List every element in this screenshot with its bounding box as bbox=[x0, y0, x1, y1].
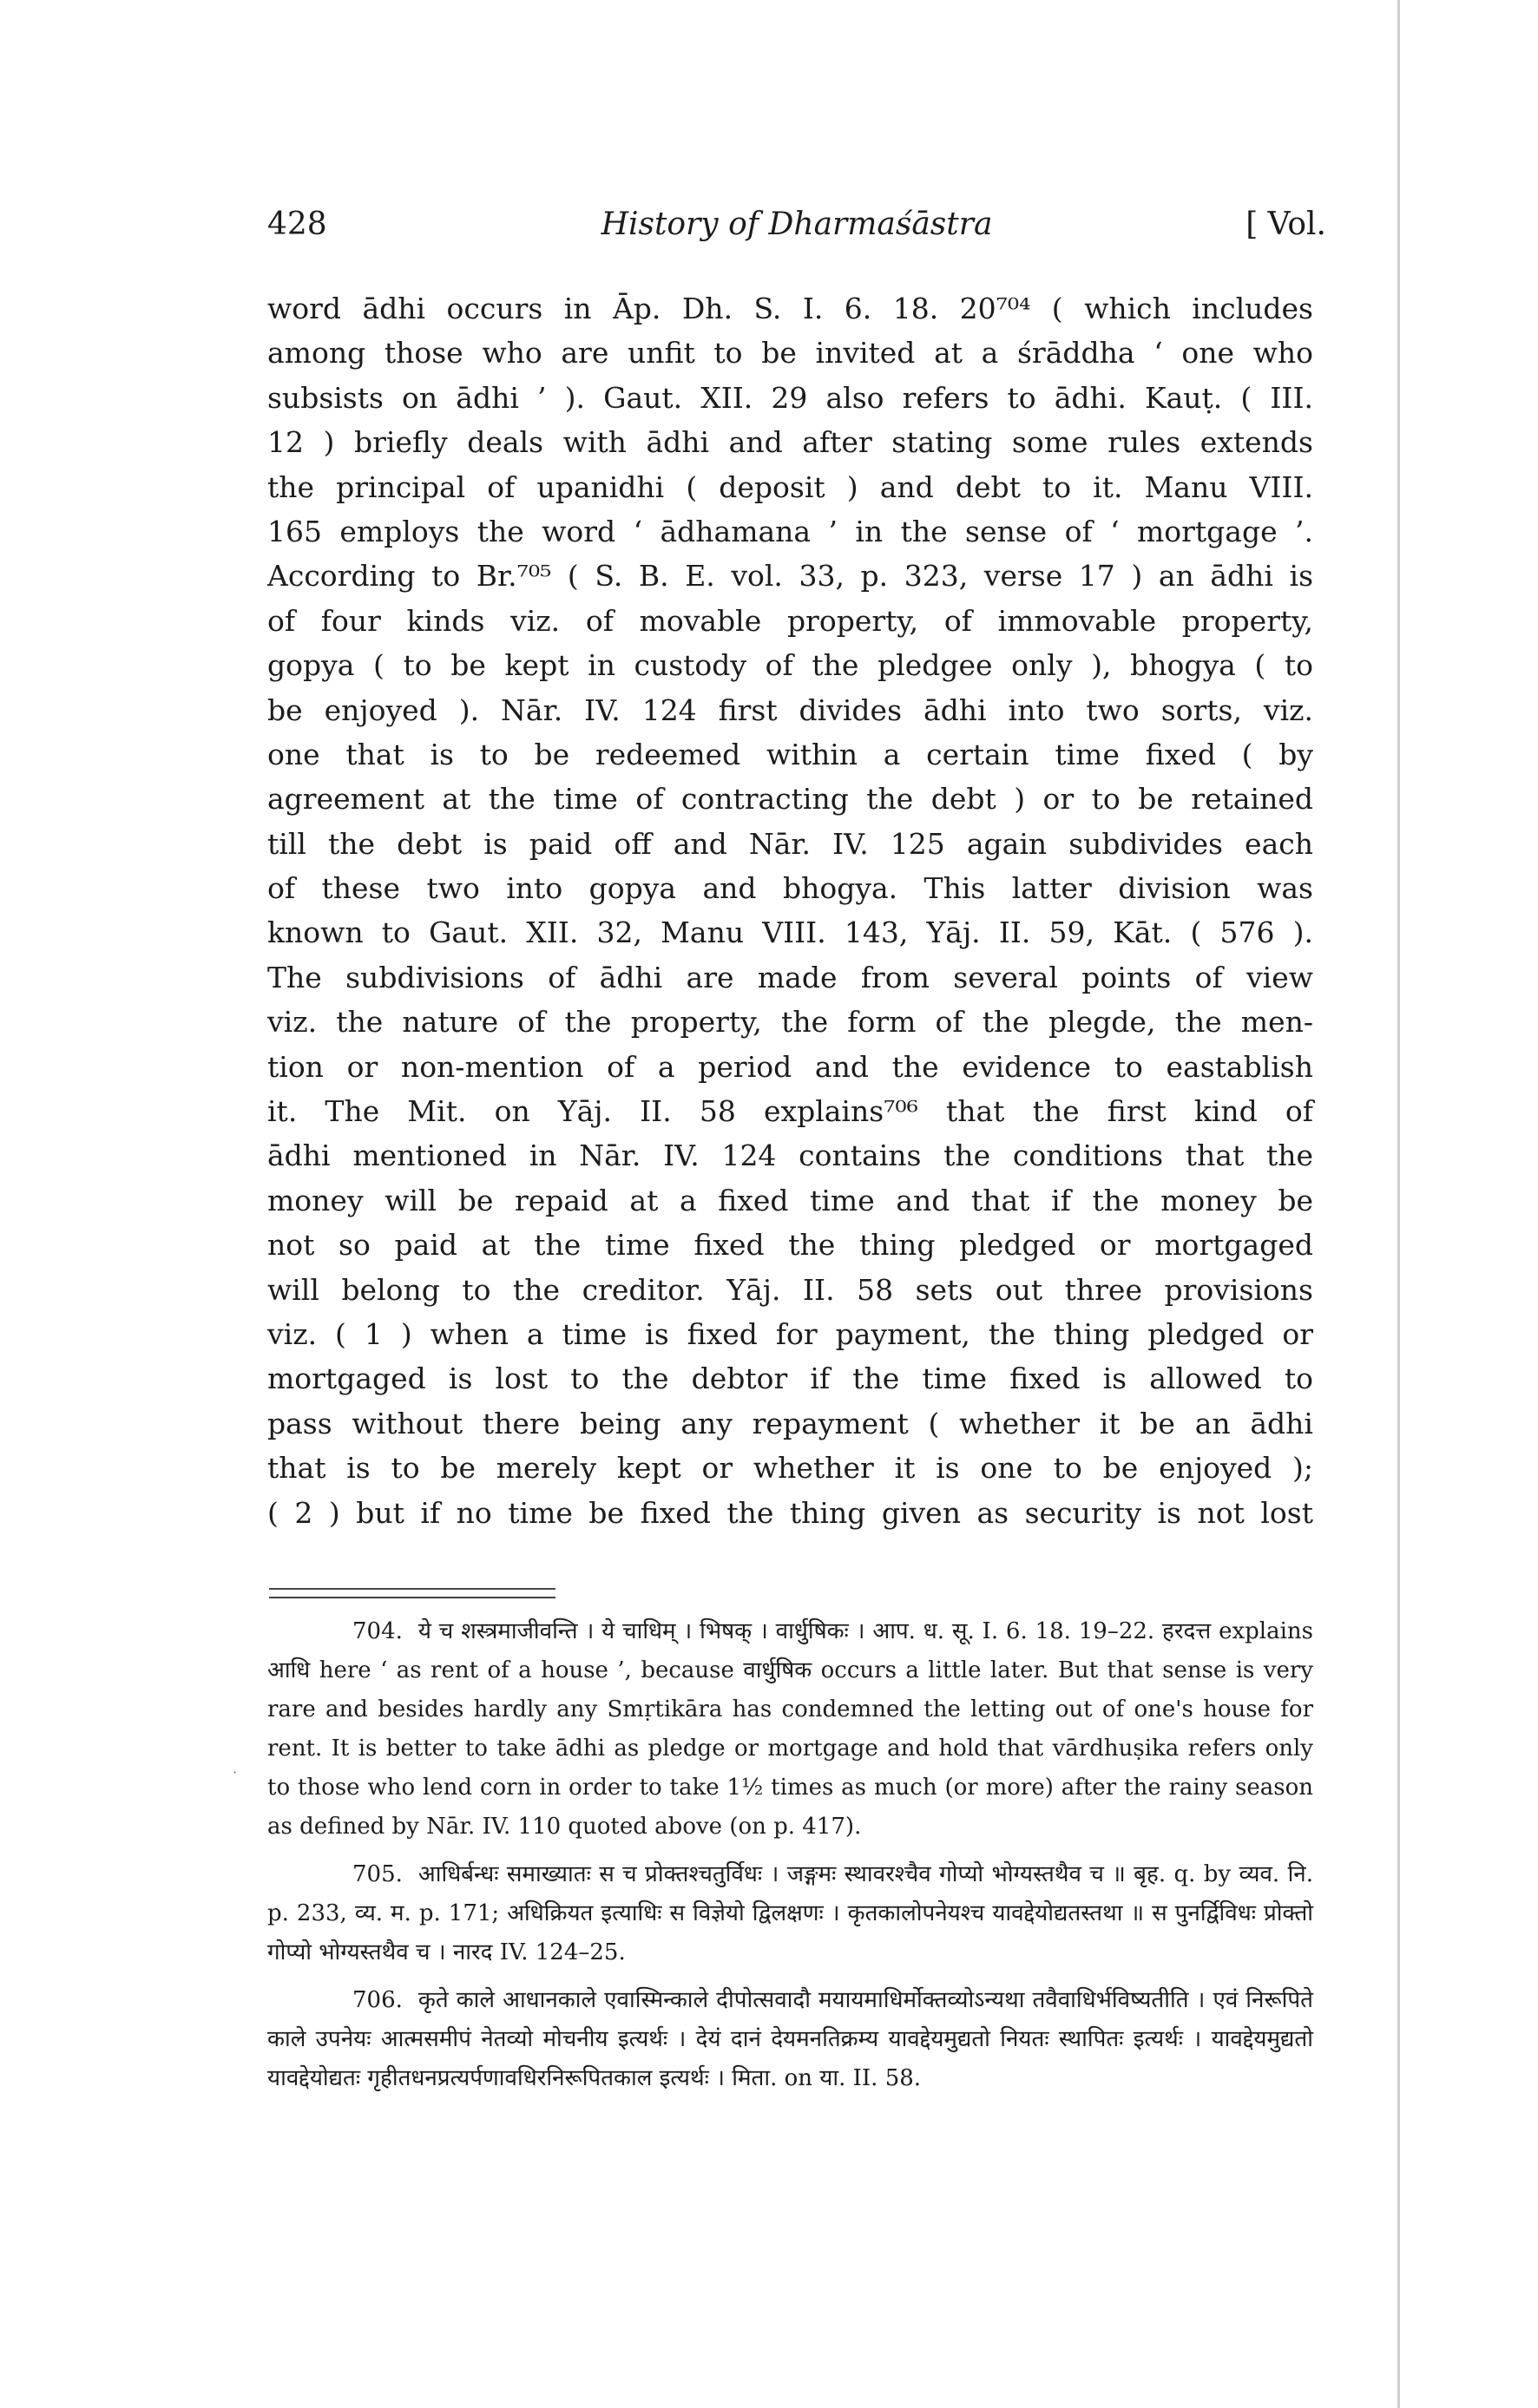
text-line: money will be repaid at a fixed time and that if the money be bbox=[267, 1183, 1313, 1217]
footnote-number: 706. bbox=[352, 1987, 403, 2013]
text-line: not so paid at the time fixed the thing pledged or mortgaged bbox=[267, 1228, 1313, 1263]
text-line: the principal of upanidhi ( deposit ) and debt to it. Manu VIII. bbox=[267, 469, 1313, 504]
footnotes bbox=[267, 1612, 1313, 2107]
text-line: till the debt is paid off and Nār. IV. 125 again subdivides each bbox=[267, 826, 1313, 861]
text-line: mortgaged is lost to the debtor if the time fixed is allowed to bbox=[267, 1361, 1313, 1396]
text-line: be enjoyed ). Nār. IV. 124 first divides ādhi into two sorts, viz. bbox=[267, 692, 1313, 727]
text-line: word ādhi occurs in Āp. Dh. S. I. 6. 18. 20⁷⁰⁴ ( which includes bbox=[267, 292, 1313, 325]
text-line: subsists on ādhi ’ ). Gaut. XII. 29 also refers to ādhi. Kauṭ. ( III. bbox=[267, 380, 1313, 415]
text-line: of four kinds viz. of movable property, of immovable property, bbox=[267, 603, 1313, 638]
text-line: among those who are unfit to be invited at a śrāddha ‘ one who bbox=[267, 336, 1313, 371]
text-line: gopya ( to be kept in custody of the pledgee only ), bhogya ( to bbox=[267, 648, 1313, 683]
text-line: 12 ) briefly deals with ādhi and after stating some rules extends bbox=[267, 425, 1313, 460]
text-line: agreement at the time of contracting the debt ) or to be retained bbox=[267, 782, 1313, 817]
text-line: one that is to be redeemed within a certain time fixed ( by bbox=[267, 737, 1313, 771]
page-header bbox=[267, 207, 1326, 259]
text-line: known to Gaut. XII. 32, Manu VIII. 143, Yāj. II. 59, Kāt. ( 576 ). bbox=[267, 915, 1313, 950]
text-line: viz. the nature of the property, the form of the plegde, the men- bbox=[267, 1005, 1313, 1040]
footnote-text: आधिर्बन्धः समाख्यातः स च प्रोक्तश्चतुर्विधः । जङ्गमः स्थावरश्चैव गोप्यो भोग्यस्तथैव च ॥ बृह. q. by व्यव. नि. p. 233, व्य. म. p. 171; अधिक्रियत इत्याधिः स विज्ञेयो द्विलक्षणः । कृतकालोपनेयश्च यावद्देयोद्यतस्तथा ॥ स पुनर्द्विविधः प्रोक्तो गोप्यो भोग्यस्तथैव च । नारद IV. 124–25. bbox=[267, 1861, 1313, 1965]
text-line: ādhi mentioned in Nār. IV. 124 contains the conditions that the bbox=[267, 1138, 1313, 1173]
scan-edge-line bbox=[1397, 0, 1400, 2408]
text-line: The subdivisions of ādhi are made from several points of view bbox=[267, 960, 1313, 994]
text-line: viz. ( 1 ) when a time is fixed for payment, the thing pledged or bbox=[267, 1316, 1313, 1351]
footnote-text: कृते काले आधानकाले एवास्मिन्काले दीपोत्सवादौ मयायमाधिर्मोक्तव्योऽन्यथा तवैवाधिर्भविष्यतीति । एवं निरूपिते काले उपनेयः आत्मसमीपं नेतव्यो मोचनीय इत्यर्थः । देयं दानं देयमनतिक्रम्य यावद्देयमुद्यतो नियतः स्थापितः इत्यर्थः । यावद्देयमुद्यतो यावद्देयोद्यतः गृहीतधनप्रत्यर्पणावधिरनिरूपितकाल इत्यर्थः । मिता. on या. II. 58. bbox=[267, 1987, 1313, 2091]
footnote-separator bbox=[269, 1588, 555, 1598]
text-line: will belong to the creditor. Yāj. II. 58 sets out three provisions bbox=[267, 1272, 1313, 1307]
volume-label: [ Vol. bbox=[1246, 207, 1326, 242]
running-title: History of Dharmaśāstra bbox=[601, 207, 993, 242]
footnote-706 bbox=[267, 1981, 1313, 2098]
text-line: ( 2 ) but if no time be fixed the thing given as security is not lost bbox=[267, 1495, 1313, 1530]
footnote-705 bbox=[267, 1855, 1313, 1972]
text-line: that is to be merely kept or whether it is one to be enjoyed ); bbox=[267, 1451, 1313, 1486]
page-number: 428 bbox=[267, 207, 327, 242]
text-line: According to Br.⁷⁰⁵ ( S. B. E. vol. 33, p. 323, verse 17 ) an ādhi is bbox=[267, 559, 1313, 594]
text-line: it. The Mit. on Yāj. II. 58 explains⁷⁰⁶ that the first kind of bbox=[267, 1094, 1313, 1129]
footnote-number: 705. bbox=[352, 1861, 403, 1887]
main-text bbox=[267, 286, 1313, 1535]
footnote-704 bbox=[267, 1612, 1313, 1847]
text-line: 165 employs the word ‘ ādhamana ’ in the sense of ‘ mortgage ’. bbox=[267, 514, 1313, 548]
text-line: pass without there being any repayment ( whether it be an ādhi bbox=[267, 1406, 1313, 1440]
text-line: of these two into gopya and bhogya. This latter division was bbox=[267, 871, 1313, 906]
text-line: tion or non-mention of a period and the evidence to eastablish bbox=[267, 1049, 1313, 1084]
footnote-number: 704. bbox=[352, 1618, 403, 1644]
scan-speck: · bbox=[233, 1764, 238, 1781]
footnote-text: ये च शस्त्रमाजीवन्ति । ये चाधिम् । भिषक् । वार्धुषिकः । आप. ध. सू. I. 6. 18. 19–22. हरदत्त explains आधि here ‘ as rent of a house ’, because वार्धुषिक occurs a little later. But that sense is very rare and besides hardly any Smṛtikāra has condemned the letting out of one's house for rent. It is better to take ādhi as pledge or mortgage and hold that vārdhuṣika refers only to those who lend corn in order to take 1½ times as much (or more) after the rainy season as defined by Nār. IV. 110 quoted above (on p. 417). bbox=[267, 1618, 1313, 1840]
